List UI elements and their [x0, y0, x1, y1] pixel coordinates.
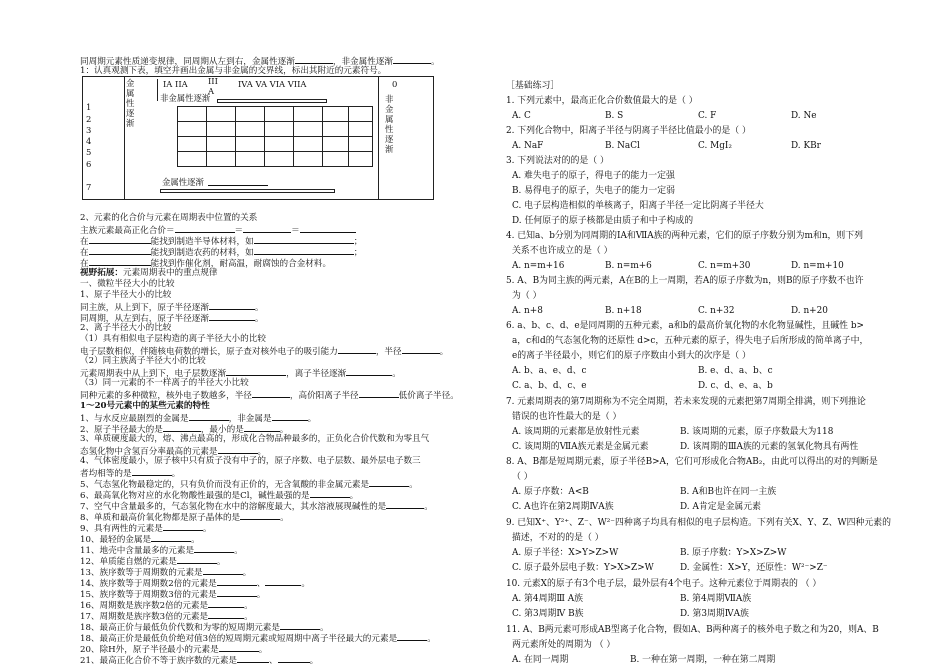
q4-option-c: C. n=m+30: [698, 261, 751, 271]
semiconductor-line: 在 能找到制造半导体材料，如 ；: [80, 237, 363, 247]
text: 13、族序数等于周期数的元素是: [80, 568, 203, 578]
q9-stem: 9. 已知X⁺、Y²⁺、Z⁻、W²⁻四种离子均具有相似的电子层构造。下列有关X、Y、Z、W四种元素的: [506, 518, 891, 528]
q8-option-d: D. A肯定是金属元素: [680, 502, 761, 512]
blank: [208, 610, 244, 619]
blank: [346, 367, 392, 376]
blank: [359, 389, 399, 398]
period-label-1: 1: [86, 102, 92, 112]
text: ，离子半径逐渐: [286, 369, 347, 379]
q3-stem: 3. 下列说法对的的是（ ）: [506, 156, 609, 166]
blank: [243, 224, 291, 233]
q11-stem: 11. A、B两元素可形成AB型离子化合物，假如A、B两种离子的核外电子数之和为20，则A、B: [506, 625, 879, 635]
grid-col: [264, 106, 265, 167]
blank: [89, 235, 151, 244]
blank: [265, 577, 301, 586]
item-6: 6、最高氧化物对应的水化物酸性最强的是Cl，碱性最强的是 。: [80, 491, 359, 501]
text: 同种元素的多种微粒，核外电子数越多，半径: [80, 391, 252, 401]
blank: [300, 224, 356, 233]
blank: [295, 55, 333, 64]
arrow-bottom: [160, 189, 335, 193]
item-9: 9、具有两性的元素是 。: [80, 524, 212, 534]
blank: [208, 177, 268, 186]
q9-option-a: A. 原子半径：X>Y>Z>W: [512, 548, 619, 558]
period-label-6: 6: [86, 159, 92, 169]
item-5: 5、气态氢化物最稳定的，只有负价而没有正价的，无含氧酸的非金属元素是 。: [80, 480, 418, 490]
q8-option-a: A. 原子序数：A<B: [512, 487, 589, 497]
item-4-cont: 者均相等的是 。: [80, 469, 181, 479]
text: 11、地壳中含量最多的元素是: [80, 546, 195, 556]
q1-option-c: C. F: [698, 111, 717, 121]
blank: [397, 632, 427, 641]
q4-option-a: A. n=m+16: [512, 261, 565, 271]
text: 15、族序数等于周期数3倍的元素是: [80, 590, 217, 600]
q10-option-a: A. 第4周期Ⅲ A族: [512, 594, 583, 604]
table-divider-left: [124, 76, 125, 200]
q8-stem: 8. A、B都是短周期元素，原子半径B>A，它们可形成化合物AB₂，由此可以得出的对的判断是: [506, 457, 878, 467]
text: 17、周期数是族序数3倍的元素是: [80, 612, 209, 622]
blank: [209, 312, 255, 321]
text: 12、单质能自燃的元素是: [80, 557, 177, 567]
text: 在: [80, 248, 89, 258]
blank: [217, 588, 257, 597]
blank: [218, 445, 258, 454]
blank: [208, 599, 244, 608]
q6-stem: 6. a、b、c、d、e是同周期的五种元素，a和b的最高价氧化物的水化物显碱性，且碱性 b>: [506, 321, 864, 331]
blank: [310, 489, 350, 498]
item-21: 21、最高正化合价不等于族序数的元素是 、 。: [80, 656, 319, 666]
blank: [393, 55, 431, 64]
nonmetallic-label-right: 非金属性逐渐: [385, 94, 394, 154]
text: 8、单质和最高价氧化物都是原子晶体的是: [80, 513, 241, 523]
text: 元素周期表中从上到下，电子层数逐渐: [80, 369, 227, 379]
blank: [402, 345, 440, 354]
period-label-3: 3: [86, 125, 92, 135]
item-16: 16、周期数是族序数2倍的元素是 。: [80, 601, 253, 611]
blank: [280, 621, 320, 630]
item-8: 8、单质和最高价氧化物都是原子晶体的是 。: [80, 513, 289, 523]
blank: [163, 423, 201, 432]
text: ，高价阳离子半径: [289, 391, 359, 401]
q7-stem: 7. 元素周期表的第7周期称为不完全周期，若未来发现的元素把第7周期全排满，则下列推论: [506, 397, 866, 407]
item-4: 4、气体密度最小，原子核中只有质子没有中子的，原子序数、电子层数、最外层电子数三: [80, 456, 421, 466]
blank: [278, 654, 310, 663]
blank: [163, 522, 203, 531]
table-right-border: [433, 76, 434, 200]
q11-stem-cont: 两元素所处的周期为 （ ）: [512, 640, 616, 650]
q2-option-b: B. NaCl: [605, 141, 640, 151]
q4-option-d: D. n=m+10: [791, 261, 844, 271]
text: 6、最高氧化物对应的水化物酸性最强的是Cl，碱性最强的是: [80, 491, 310, 501]
text: 5、气态氢化物最稳定的，只有负价而没有正价的，无含氧酸的非金属元素是: [80, 480, 370, 490]
grid-col: [293, 106, 294, 167]
text: 14、族序数等于周期数2倍的元素是: [80, 579, 217, 589]
text: 2、原子半径最大的是: [80, 425, 163, 435]
q6-option-a: A. b、a、e、d、c: [512, 366, 587, 376]
ionic-similar-line: 电子层数相似，伴随核电荷数的增长，原子查对核外电子的吸引能力 ，半径 。: [80, 347, 449, 357]
special-elements-heading: 1～20号元素中的某些元素的特性: [80, 401, 210, 411]
text: 在: [80, 237, 89, 247]
q11-option-a: A. 在同一周期: [512, 655, 569, 665]
radius-heading: 一、微粒半径大小的比较: [80, 279, 175, 289]
item-11: 11、地壳中含量最多的元素是 。: [80, 546, 243, 556]
q10-stem: 10. 元素X的原子有3个电子层，最外层有4个电子。这种元素位于周期表的 （ ）: [506, 579, 822, 589]
text: 视野拓展：: [80, 268, 123, 278]
text: 能找到制造半导体材料，如: [150, 237, 254, 247]
blank: [132, 467, 172, 476]
blank: [240, 511, 280, 520]
item-17: 17、周期数是族序数3倍的元素是 。: [80, 612, 253, 622]
item-3-cont: 态氢化物中含氢百分率最高的元素是 。: [80, 447, 267, 457]
q1-option-d: D. Ne: [791, 111, 817, 121]
table-bottom-border: [82, 199, 434, 200]
q10-option-b: B. 第4周期ⅦA族: [680, 594, 752, 604]
q1-stem: 1. 下列元素中，最高正化合价数值最大的是（ ）: [506, 96, 698, 106]
pesticide-line: 在 能找到制造农药的材料，如 ；: [80, 248, 363, 258]
text: ，非金属是: [228, 414, 272, 424]
period-label-2: 2: [86, 114, 92, 124]
item-13: 13、族序数等于周期数的元素是 。: [80, 568, 252, 578]
blank: [151, 533, 191, 542]
q2-stem: 2. 下列化合物中，阳离子半径与阴离子半径比值最小的是（ ）: [506, 126, 751, 136]
item-1: 1、与水反应最剧烈的金属是 ，非金属是 。: [80, 414, 317, 424]
q5-option-d: D. n+20: [791, 306, 828, 316]
q5-stem-cont: 为（ ）: [512, 291, 542, 301]
period-label-5: 5: [86, 147, 92, 157]
blank: [237, 654, 269, 663]
blank: [217, 577, 257, 586]
text: ＝: [234, 226, 244, 236]
q6-option-d: D. c、d、e、a、b: [698, 381, 773, 391]
text: 态氢化物中含氢百分率最高的元素是: [80, 447, 218, 457]
text: 同主族，从上到下，原子半径逐渐: [80, 303, 209, 313]
q3-option-a: A. 难失电子的原子，得电子的能力一定强: [512, 171, 675, 181]
q9-option-c: C. 原子最外层电子数：Y>X>Z>W: [512, 563, 654, 573]
q7-stem-cont: 错误的也许性最大的是（ ）: [512, 412, 622, 422]
blank: [203, 566, 243, 575]
blank: [219, 643, 259, 652]
text: 元素周期表中的重点规律: [122, 268, 218, 278]
text: 在: [80, 259, 89, 269]
q6-stem-cont1: a，c和d的气态氢化物的还原性 d>c，五种元素的原子，得失电子后所形成的简单离子中，: [512, 336, 869, 346]
table-top-border: [82, 76, 434, 77]
periodic-law-line: 同周期元素性质递变规律，同周期从左到右，金属性逐渐 ，非金属性逐渐 。: [80, 57, 440, 67]
text: 1、与水反应最剧烈的金属是: [80, 414, 189, 424]
q3-option-d: D. 任何原子的原子核都是由质子和中子构成的: [512, 216, 694, 226]
text: ，非金属性逐渐: [332, 57, 394, 67]
exercise-1-instruction: 1：认真观测下表，填空并画出金属与非金属的交界线，标出其附近的元素符号。: [80, 66, 387, 76]
blank: [252, 389, 290, 398]
text: 18、最高正价与最低负价代数和为零的短周期元素是: [80, 623, 280, 633]
q9-option-b: B. 原子序数：Y>X>Z>W: [680, 548, 787, 558]
same-group-line: 同主族，从上到下，原子半径逐渐 。: [80, 303, 264, 313]
q2-option-c: C. MgI₂: [698, 141, 732, 151]
q6-stem-cont2: e的离子半径最小，则它们的原子序数由小到大的次序是（ ）: [512, 351, 751, 361]
q2-option-a: A. NaF: [512, 141, 544, 151]
ionic-same-element-heading: （3）同一元素的不一样离子的半径大小比较: [80, 378, 249, 388]
table-divider-right: [378, 76, 379, 200]
grid-col: [235, 106, 236, 167]
blank: [244, 423, 280, 432]
text: 9、具有两性的元素是: [80, 524, 163, 534]
item-15: 15、族序数等于周期数3倍的元素是 。: [80, 590, 266, 600]
blank: [386, 500, 424, 509]
ionic-group-heading: （2）同主族离子半径大小的比较: [80, 356, 206, 366]
group-IIIA: III A: [208, 76, 218, 96]
blank: [194, 544, 234, 553]
nonmetallic-label-top: 非金属性逐渐: [160, 93, 211, 103]
text: 低价离子半径。: [398, 391, 459, 401]
q1-option-a: A. C: [512, 111, 531, 121]
q6-option-c: C. a、b、d、c、e: [512, 381, 587, 391]
table-left-border: [82, 76, 83, 200]
q1-option-b: B. S: [605, 111, 624, 121]
q8-option-c: C. A也许在第2周期ⅣA族: [512, 502, 614, 512]
text: 能找到制造农药的材料，如: [150, 248, 254, 258]
q7-option-c: C. 该周期的ⅦA族元素是金属元素: [512, 442, 649, 452]
q8-option-b: B. A和B也许在同一主族: [680, 487, 777, 497]
blank: [177, 555, 217, 564]
valence-heading: 2、元素的化合价与元素在周期表中位置的关系: [80, 213, 258, 223]
text: 16、周期数是族序数2倍的元素是: [80, 601, 209, 611]
q3-option-c: C. 电子层构造相似的单核离子，阳离子半径一定比阴离子半径大: [512, 201, 764, 211]
blank: [254, 246, 354, 255]
group-IA-IIA: IA IIA: [163, 79, 188, 89]
item-3: 3、单质硬度最大的，熔、沸点最高的，形成化合物品种最多的，正负化合价代数和为零且气: [80, 434, 430, 444]
practice-title: ［基础练习］: [506, 81, 560, 91]
q5-option-a: A. n+8: [512, 306, 543, 316]
text: 18、最高正价是最低负价绝对值3倍的短周期元素或短周期中离子半径最大的元素是: [80, 634, 398, 644]
group-IVA-VIIA: IVA VA VIA VIIA: [238, 79, 307, 89]
blank: [226, 367, 286, 376]
text: 7、空气中含量最多的，气态氢化物在水中的溶解度最大，其水溶液展现碱性的是: [80, 502, 387, 512]
atomic-radius-heading: 1、原子半径大小的比较: [80, 290, 172, 300]
blank: [369, 478, 409, 487]
arrow-top: [217, 99, 327, 103]
q10-option-d: D. 第3周期ⅣA族: [680, 609, 749, 619]
item-20: 20、除H外，原子半径最小的元素是 。: [80, 645, 268, 655]
ionic-similar-heading: （1）具有相似电子层构造的离子半径大小的比较: [80, 334, 266, 344]
text: 20、除H外，原子半径最小的元素是: [80, 645, 219, 655]
item-14: 14、族序数等于周期数2倍的元素是 、 。: [80, 579, 310, 589]
item-18: 18、最高正价与最低负价代数和为零的短周期元素是 。: [80, 623, 329, 633]
arrow-left-vertical: [157, 79, 158, 101]
text: 同周期元素性质递变规律，同周期从左到右，金属性逐渐: [80, 57, 295, 67]
blank: [89, 246, 151, 255]
periodic-table-sketch: [82, 76, 434, 200]
blank: [89, 257, 151, 266]
q9-stem-cont: 描述，不对的的是（ ）: [512, 533, 604, 543]
grid-col: [322, 106, 323, 167]
q3-option-b: B. 易得电子的原子，失电子的能力一定弱: [512, 186, 676, 196]
text: ＝: [291, 226, 300, 236]
q5-option-c: C. n+32: [698, 306, 735, 316]
blank: [209, 301, 255, 310]
metallic-label-bottom: 金属性逐渐: [162, 177, 204, 187]
q6-option-b: B. e、d、a、b、c: [698, 366, 773, 376]
q2-option-d: D. KBr: [791, 141, 821, 151]
blank: [175, 224, 235, 233]
text: 10、最轻的金属是: [80, 535, 152, 545]
extension-heading: [80, 268, 218, 279]
q4-option-b: B. n=m+6: [605, 261, 652, 271]
text: ，最小的是: [200, 425, 244, 435]
same-period-line: 同周期，从左到右，原子半径逐渐 。: [80, 314, 264, 324]
blank: [254, 235, 354, 244]
text: 21、最高正化合价不等于族序数的元素是: [80, 656, 238, 666]
item-2: 2、原子半径最大的是 ，最小的是 。: [80, 425, 289, 435]
text: 能找到作催化剂，耐高温，耐腐蚀的合金材料。: [150, 259, 332, 269]
period-label-4: 4: [86, 136, 92, 146]
blank: [272, 412, 308, 421]
group-zero: 0: [392, 79, 398, 89]
blank: [338, 345, 376, 354]
q5-stem: 5. A、B为同主族的两元素，A在B的上一周期，若A的原子序数为n，则B的原子序数不也许: [506, 276, 864, 286]
ionic-radius-heading: 2、离子半径大小的比较: [80, 323, 172, 333]
text: 电子层数相似，伴随核电荷数的增长，原子查对核外电子的吸引能力: [80, 347, 338, 357]
metallic-label-left: 金属性逐渐: [126, 78, 135, 128]
text: 主族元素最高正化合价＝: [80, 226, 175, 236]
item-12: 12、单质能自燃的元素是 。: [80, 557, 226, 567]
q7-option-b: B. 该周期的元素，原子序数最大为118: [680, 427, 834, 437]
q4-stem-cont: 关系不也许成立的是（ ）: [512, 246, 613, 256]
q7-option-d: D. 该周期的ⅢA族的元素的氢氧化物具有两性: [680, 442, 859, 452]
q5-option-b: B. n+18: [605, 306, 642, 316]
item-19: 18、最高正价是最低负价绝对值3倍的短周期元素或短周期中离子半径最大的元素是 。: [80, 634, 436, 644]
grid-col: [206, 106, 207, 167]
q8-stem-cont: （ ）: [512, 472, 533, 482]
q7-option-a: A. 该周期的元素都是放射性元素: [512, 427, 640, 437]
q11-option-b: B. 一种在第一周期，一种在第二周期: [630, 655, 776, 665]
ionic-group-line: 元素周期表中从上到下，电子层数逐渐 ，离子半径逐渐 。: [80, 369, 401, 379]
blank: [189, 412, 229, 421]
text: 者均相等的是: [80, 469, 132, 479]
q4-stem: 4. 已知a、b分别为同周期的ⅠA和ⅦA族的两种元素，它们的原子序数分别为m和n，则下列: [506, 231, 864, 241]
text: 同周期，从左到右，原子半径逐渐: [80, 314, 209, 324]
grid-col: [348, 106, 349, 167]
text: ，半径: [375, 347, 402, 357]
item-7: 7、空气中含量最多的，气态氢化物在水中的溶解度最大，其水溶液展现碱性的是 。: [80, 502, 433, 512]
q9-option-d: D. 金属性：X>Y，还原性：W²⁻>Z⁻: [680, 563, 828, 573]
item-10: 10、最轻的金属是 。: [80, 535, 200, 545]
q10-option-c: C. 第3周期Ⅳ B族: [512, 609, 584, 619]
period-label-7: 7: [86, 182, 92, 192]
